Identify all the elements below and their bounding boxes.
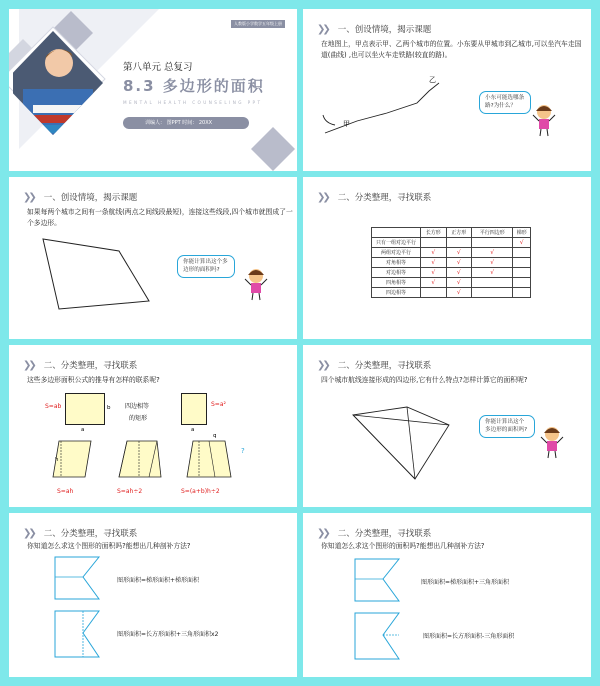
chevron-icon: ❯❯ [23,527,34,539]
slide-7[interactable] [9,513,297,677]
slide-title[interactable] [9,9,297,171]
slide-8[interactable] [303,513,591,677]
header-text: 一、创设情境，揭示课题 [337,25,432,35]
notched-shape-2 [353,611,403,665]
quadrilateral-with-diagonals [349,405,459,485]
slide-header [317,23,431,35]
quadrilateral-shape [39,235,159,315]
table-header: 梯形 [513,228,531,238]
rect-label-b: b [107,405,111,411]
table-header: 平行四边形 [472,228,513,238]
chevron-icon: ❯❯ [317,527,328,539]
question-mark: ? [241,447,245,455]
intro-text: 四个城市航线连接形成的四边形,它有什么特点?怎样计算它的面积呢? [321,376,528,384]
slide-header [23,191,137,203]
slide-4[interactable] [303,177,591,339]
middle-text-1: 四边相等 [125,403,150,410]
cartoon-girl-icon [539,425,565,459]
chevron-icon: ❯❯ [23,359,34,371]
slide-header [23,527,137,539]
intro-text: 在地图上，甲点表示甲、乙两个城市的位置。小东要从甲城市到乙城市,可以坐汽车走国道(曲线) ,也可以坐火车走铁路(较直的路)。 [321,40,582,59]
question-text: 你知道怎么求这个图形的面积吗?能想出几种剖补方法? [27,542,191,550]
slide-6[interactable] [303,345,591,507]
table-row: 对角相等 √ √ √ [372,258,531,268]
speech-bubble: 小东可能选哪条路?为什么？ [479,91,531,114]
table-row: 四角相等 √ √ [372,278,531,288]
square-label-a: a [191,427,195,433]
slide-2[interactable] [303,9,591,171]
formula-1: 图形面积=梯形面积+梯形面积 [117,577,200,584]
speech-bubble: 你能计算出这个多边形的面积吗? [479,415,535,438]
table-row: 四边相等 √ [372,288,531,298]
para-formula: S=ah [57,488,74,495]
speech-bubble: 你能计算出这个多边形的面积吗? [177,255,235,278]
square-formula: S=a² [211,401,226,408]
chevron-icon: ❯❯ [317,359,328,371]
table-row: 只有一组对边平行 √ [372,238,531,248]
table-header-row [372,228,531,238]
top-tag: 人教版小学数学五年级上册 [231,20,285,28]
label-yi: 乙 [429,76,436,84]
formula-2: 图形面积=长方形面积+三角形面积x2 [117,631,219,638]
chevron-icon: ❯❯ [317,23,328,35]
info-bar: 训编人： 图PPT 时间： 20XX [123,117,249,129]
square-shape [181,393,207,425]
header-text: 二、分类整理，寻找联系 [337,361,432,371]
notched-shape-2 [53,609,103,663]
slide-5[interactable] [9,345,297,507]
slide-main-title: 8.3 多边形的面积 [123,77,265,95]
slide-header [317,359,431,371]
rect-label-a: a [81,427,85,433]
question-text: 你知道怎么求这个图形的面积吗?能想出几种剖补方法? [321,542,485,550]
notched-shape-1 [53,555,103,605]
shape-properties-table [371,227,531,298]
middle-text-2: 的矩形 [129,415,148,422]
cartoon-girl-icon [243,267,269,301]
formula-1: 图形面积=梯形面积+三角形面积 [421,579,510,586]
table-row: 对边相等 √ √ √ [372,268,531,278]
label-jia: 甲 [343,120,350,128]
rect-shape [65,393,105,425]
q-label: q [213,433,217,439]
para-label-h: h [55,457,59,463]
question-text: 这些多边形面积公式的推导有怎样的联系呢? [27,376,160,384]
boy-reading-photo [13,31,103,141]
trap-formula: S=(a+b)h÷2 [181,488,220,495]
tri-formula: S=ah÷2 [117,488,143,495]
notched-shape-1 [353,557,403,607]
rect-formula: S=ab [45,403,62,410]
chevron-icon: ❯❯ [317,191,328,203]
slide-header [23,359,137,371]
chevron-icon: ❯❯ [23,191,34,203]
cartoon-girl-icon [531,103,557,137]
unit-label: 第八单元 总复习 [123,62,193,73]
subtitle: MENTAL HEALTH COUNSELING PPT [123,100,263,105]
table-header: 长方形 [421,228,447,238]
route-map [317,73,467,143]
header-text: 二、分类整理，寻找联系 [337,529,432,539]
slide-3[interactable] [9,177,297,339]
intro-text: 如果每两个城市之间有一条航线(两点之间线段最短)，连接这些线段,四个城市就围成了一个多边形。 [27,208,293,227]
header-text: 一、创设情境，揭示课题 [43,193,138,203]
slide-header [317,191,431,203]
table-header [372,228,421,238]
slide-header [317,527,431,539]
header-text: 二、分类整理，寻找联系 [43,361,138,371]
derivation-shapes [49,437,259,489]
formula-2: 图形面积=长方形面积-三角形面积 [423,633,515,640]
header-text: 二、分类整理，寻找联系 [337,193,432,203]
table-row: 两组对边平行 √ √ √ [372,248,531,258]
table-header: 正方形 [446,228,472,238]
header-text: 二、分类整理，寻找联系 [43,529,138,539]
